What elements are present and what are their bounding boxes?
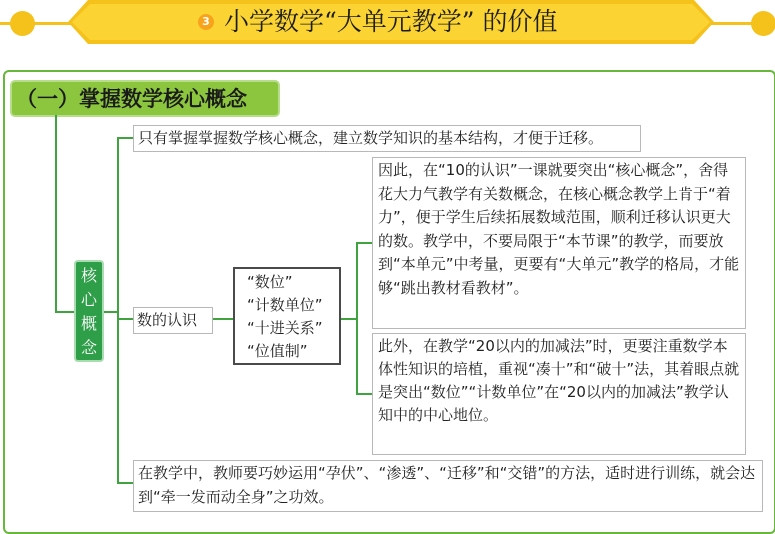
- detail-node-2: [372, 333, 746, 455]
- branch-top-node: 只有掌握掌握数学核心概念，建立数学知识的基本结构，才便于迁移。: [133, 125, 641, 152]
- connector-root-branch: [102, 311, 118, 313]
- connector-concepts-out: [341, 318, 357, 320]
- banner-left-dot: [10, 11, 35, 36]
- connector-section-root-h: [55, 311, 77, 313]
- core-concept-char: 心: [80, 290, 97, 309]
- branch-number-recognition: 数的认识: [133, 307, 213, 334]
- branch-bottom-node: 在教学中，教师要巧妙运用“孕伏”、“渗透”、“迁移”和“交错”的方法，适时进行训练，就会达到“牵一发而动全身”之功效。: [133, 460, 763, 512]
- connector-middle-branch: [117, 318, 133, 320]
- core-concept-char: 念: [80, 338, 97, 357]
- core-concept-char: 核: [80, 266, 97, 285]
- detail-node-1: [372, 157, 746, 329]
- connector-detail-2: [356, 393, 372, 395]
- section-number-badge: 3: [198, 14, 214, 30]
- connector-detail-spine: [356, 242, 358, 394]
- concept-item: “计数单位”: [247, 296, 323, 314]
- detail-text-1: 因此，在“10的认识”一课就要突出“核心概念”，舍得花大力气教学有关数概念，在核心概念教学上肯于“着力”，便于学生后续拓展数域范围，顺利迁移认识更大的数。教学中，不要局限于“本节课”的教学，而要放到“本单元”中考量，更要有“大单元”教学的格局，才能够“跳出教材看教材”。: [378, 161, 740, 297]
- connector-bottom-branch: [117, 482, 133, 484]
- core-concept-node: [76, 262, 102, 360]
- concept-item: “数位”: [247, 273, 293, 291]
- page-title: 小学数学“大单元教学” 的价值: [224, 7, 558, 36]
- banner-right-dot: [751, 11, 775, 36]
- connector-detail-1: [356, 242, 372, 244]
- key-concepts-box: [233, 267, 341, 365]
- concept-item: “位值制”: [247, 342, 308, 360]
- detail-text-2: 此外，在教学“20以内的加减法”时，更要注重数学本体性知识的培植，重视“凑十”和“破十”法，其着眼点就是突出“数位”“计数单位”在“20以内的加减法”教学认知中的中心地位。: [378, 337, 740, 424]
- concept-item: “十进关系”: [247, 319, 323, 337]
- connector-section-root: [55, 115, 57, 312]
- core-concept-char: 概: [80, 314, 97, 333]
- connector-branch-spine: [117, 137, 119, 483]
- section-title: （一）掌握数学核心概念: [16, 87, 247, 111]
- connector-top-branch: [117, 137, 133, 139]
